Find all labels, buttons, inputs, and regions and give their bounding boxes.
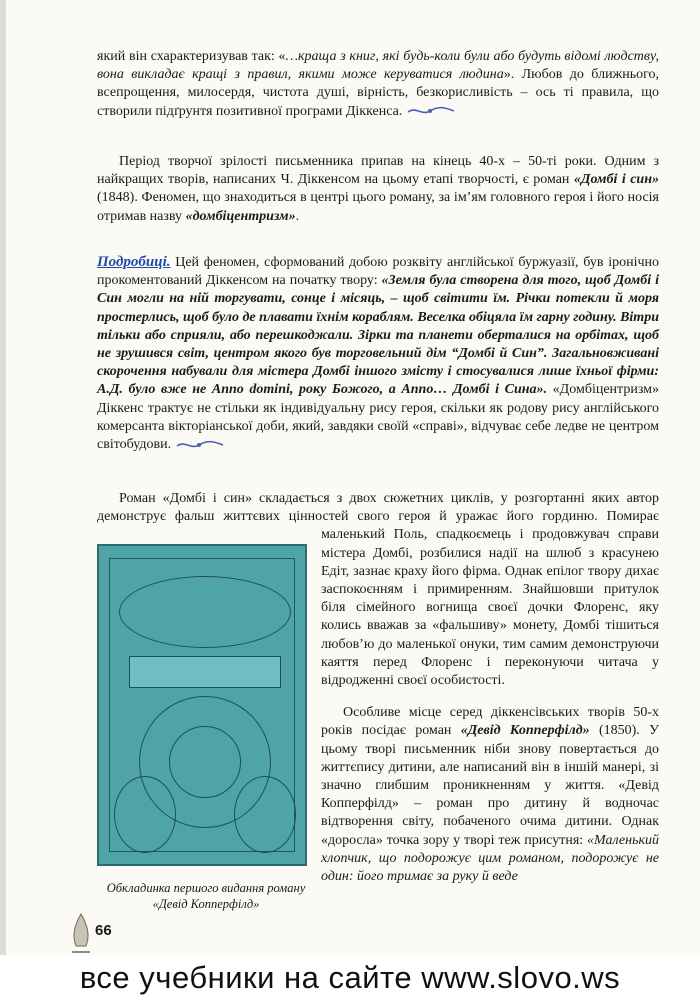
term: «домбіцентризм»: [185, 208, 296, 224]
text: (1850). У цьому творі письменник ніби знову повертається до життєпису дитини, але написаний він в іншій манері, зі значно глибшим проникненням у життя. «Девід Копперфілд» – роман про дитину й водночас відтворення світу, побаченого очима дитини. Однак «доросла» точка зору у творі теж присутня:: [321, 723, 660, 848]
wrapped-section: [97, 490, 659, 900]
paragraph-3: [97, 253, 659, 454]
text: .: [295, 208, 300, 224]
text: Цей феномен, сформований добою розквіту англійської буржуазії, був іронічно прокоментований Діккенсом на початку твору:: [97, 255, 659, 289]
paragraph-2: [97, 153, 659, 226]
text: який він схарактеризував так: «: [97, 49, 286, 64]
paragraph-1: [97, 48, 659, 121]
paragraph-4: Роман «Домбі і син» складається з двох сюжетних циклів, у розгортанні яких автор демонструє фальш життєвих цінностей свого героя й уражає його гординю. Помирає маленький Поль, спадкоємець і продовжувач справи містера Домбі, розбилися надії на шлюб з красунею Едіт, зазнає краху його фірма. Однак епілог твору дихає заспокоєнням і примиренням. Знайшовши притулок біля сімейного вогнища своєї дочки Флоренс, яку колись вважав за «фальшиву» монету, Домбі тішиться любов’ю до маленької онуки, тим самим демонструючи каяття перед Флоренс і переконуючи читача у відродженні своєї особистості.: [97, 491, 659, 689]
text: Особливе місце серед діккенсівських творів 50-х років посідає роман: [321, 705, 659, 739]
text: ». Любов до ближнього, всепрощення, милосердя, чистота душі, вірність, безкорисливість – ось ті правила, що створили підґрунтя позитивної програми Діккенса.: [97, 67, 660, 119]
novel-title: «Девід Копперфілд»: [460, 723, 590, 739]
page-edge: [0, 0, 6, 955]
quote: «Маленький хлопчик, що подорожує цим романом, подорожує не один: його тримає за руку й веде: [321, 832, 659, 885]
swash-ornament-icon: [175, 438, 225, 452]
figure-caption: Обкладинка першого видання роману «Девід Копперфілд»: [106, 881, 306, 911]
page-ornament-icon: [68, 912, 94, 954]
page-number: 66: [95, 922, 112, 939]
book-cover-illustration-icon: [97, 544, 307, 866]
text: (1848). Феномен, що знаходиться в центрі цього роману, за ім’ям головного героя і його носія отримав назву: [97, 190, 659, 224]
site-footer-banner: все учебники на сайте www.slovo.ws: [0, 955, 700, 1000]
text: «Домбіцентризм» Діккенс трактує не стільки як індивідуальну рису героя, скільки як родову рису англійського комерсанта вікторіанської доби, який, завдяки своїй «справі», відчуває себе ледве не центром світобудови.: [97, 382, 660, 453]
swash-ornament-icon: [406, 104, 456, 118]
quote: «Земля була створена для того, щоб Домбі і Син могли на ній торгувати, сонце і місяць, – щоб світити їм. Річки потекли й моря простерлись, щоб було де плавати їхнім кораблям. Веселка обіцяла їм гарну годину. Вітри тільки або сприяли, або перешкоджали. Зірки та планети оберталися на орбітах, щоб не зрушився світ, центром якого був торговельний дім “Домбі й Син”. Загальновживані скорочення набували для містера Домбі іншого змісту і стосувалися лише їхньої фірми: А.Д. було вже не Anno domini, року Божого, а Anno… Домбі і Сина».: [97, 273, 659, 398]
cover-illustration: [97, 544, 315, 866]
details-heading: Подробиці.: [97, 254, 171, 270]
text: Період творчої зрілості письменника припав на кінець 40-х – 50-ті роки. Одним з найкращих творів, написаних Ч. Діккенсом на цьому етапі творчості, є роман: [97, 154, 659, 188]
novel-title: «Домбі і син»: [573, 172, 659, 188]
quote: …краща з книг, які будь-коли були або будуть відомі людству, вона викладає кращі з правил, якими може керуватися людина: [97, 49, 659, 83]
